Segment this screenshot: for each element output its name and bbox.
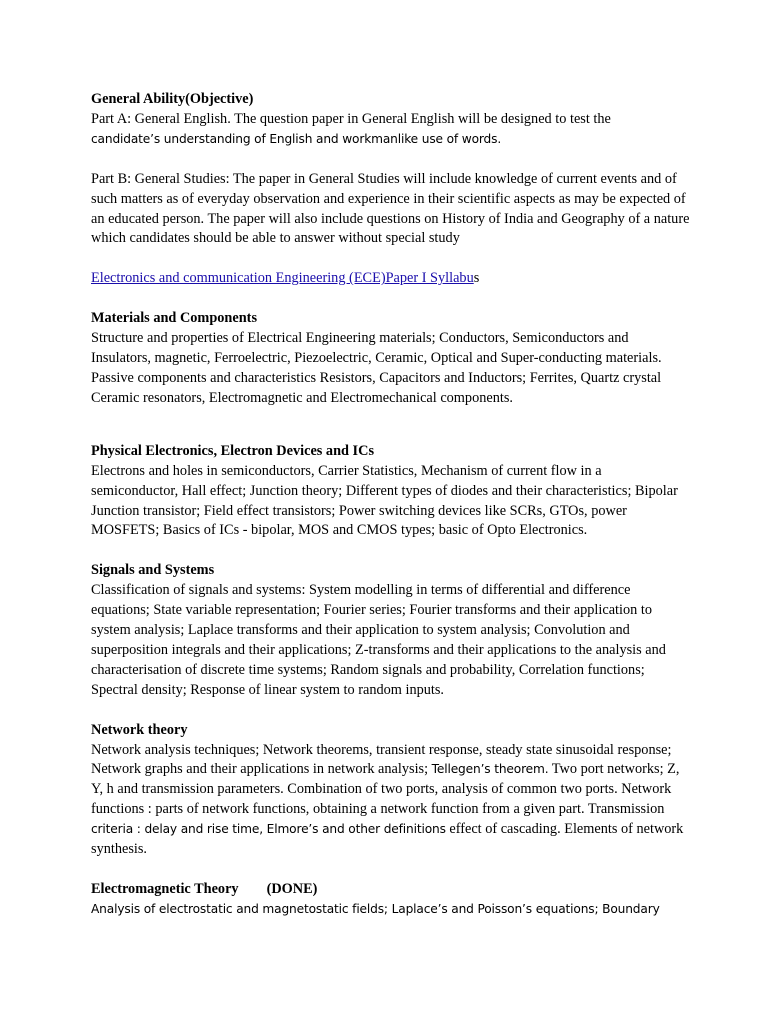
signals-body: Classification of signals and systems: System modelling in terms of differential and difference equations; State variable representation; Fourier series; Fourier transforms and their application to system analysis; Laplace transforms and their application to system analysis; Convolution and superposition integrals and their applications; Z-transforms and their applications to the analysis and characterisation of discrete time systems; Random signals and probability, Correlation functions; Spectral density; Response of linear system to random inputs. xyxy=(91,582,666,698)
general-ability-heading: General Ability(Objective) xyxy=(91,91,254,107)
network-body-part-2: Tellegen’s theorem. xyxy=(431,762,549,777)
signals-heading: Signals and Systems xyxy=(91,562,215,579)
part-a-line-1: Part A: General English. The question paper in General English will be designed to test the xyxy=(91,110,611,127)
network-body-part-5: effect of cascading. Elements of network synthesis. xyxy=(91,821,684,858)
ece-syllabus-line xyxy=(91,269,691,289)
electromagnetic-status: (DONE) xyxy=(266,881,318,897)
network-heading: Network theory xyxy=(91,721,188,738)
electromagnetic-heading xyxy=(91,880,691,900)
part-a-text xyxy=(91,110,691,150)
electromagnetic-body: Analysis of electrostatic and magnetostatic fields; Laplace’s and Poisson’s equations; Boundary xyxy=(91,901,660,916)
network-body-part-3: Two port networks; Z, Y, h and transmission parameters. Combination of two ports, analysis of common two ports. Network functions : parts of network functions, obtaining a network function from a given part. Transmission xyxy=(91,761,680,818)
network-body-part-4: criteria : delay and rise time, Elmore’s and other definitions xyxy=(91,822,446,837)
document-page xyxy=(91,90,691,920)
materials-body: Structure and properties of Electrical Engineering materials; Conductors, Semiconductors and Insulators, magnetic, Ferroelectric, Piezoelectric, Ceramic, Optical and Super-conducting materials. Passive components and characteristics Resistors, Capacitors and Inductors; Ferrites, Quartz crystal Ceramic resonators, Electromagnetic and Electromechanical components. xyxy=(91,330,662,406)
physical-electronics-body: Electrons and holes in semiconductors, Carrier Statistics, Mechanism of current flow in a semiconductor, Hall effect; Junction theory; Different types of diodes and their characteristics; Bipolar Junction transistor; Field effect transistors; Power switching devices like SCRs, GTOs, power MOSFETS; Basics of ICs - bipolar, MOS and CMOS types; basic of Opto Electronics. xyxy=(91,462,678,539)
network-body xyxy=(91,741,691,860)
part-a-line-2: candidate’s understanding of English and workmanlike use of words. xyxy=(91,131,502,146)
physical-electronics-heading: Physical Electronics, Electron Devices and ICs xyxy=(91,442,375,459)
electromagnetic-title: Electromagnetic Theory xyxy=(91,881,239,897)
network-body-part-1: Network analysis techniques; Network theorems, transient response, steady state sinusoidal response; Network graphs and their applications in network analysis; xyxy=(91,741,672,778)
part-b-text: Part B: General Studies: The paper in General Studies will include knowledge of current events and of such matters as of everyday observation and experience in their scientific aspects as may be expected of an educated person. The paper will also include questions on History of India and Geography of a nature which candidates should be able to answer without special study xyxy=(91,170,690,247)
ece-syllabus-link[interactable]: Electronics and communication Engineering (ECE)Paper I Syllabu xyxy=(91,270,474,287)
ece-syllabus-trailing: s xyxy=(473,270,480,287)
materials-heading: Materials and Components xyxy=(91,310,258,327)
